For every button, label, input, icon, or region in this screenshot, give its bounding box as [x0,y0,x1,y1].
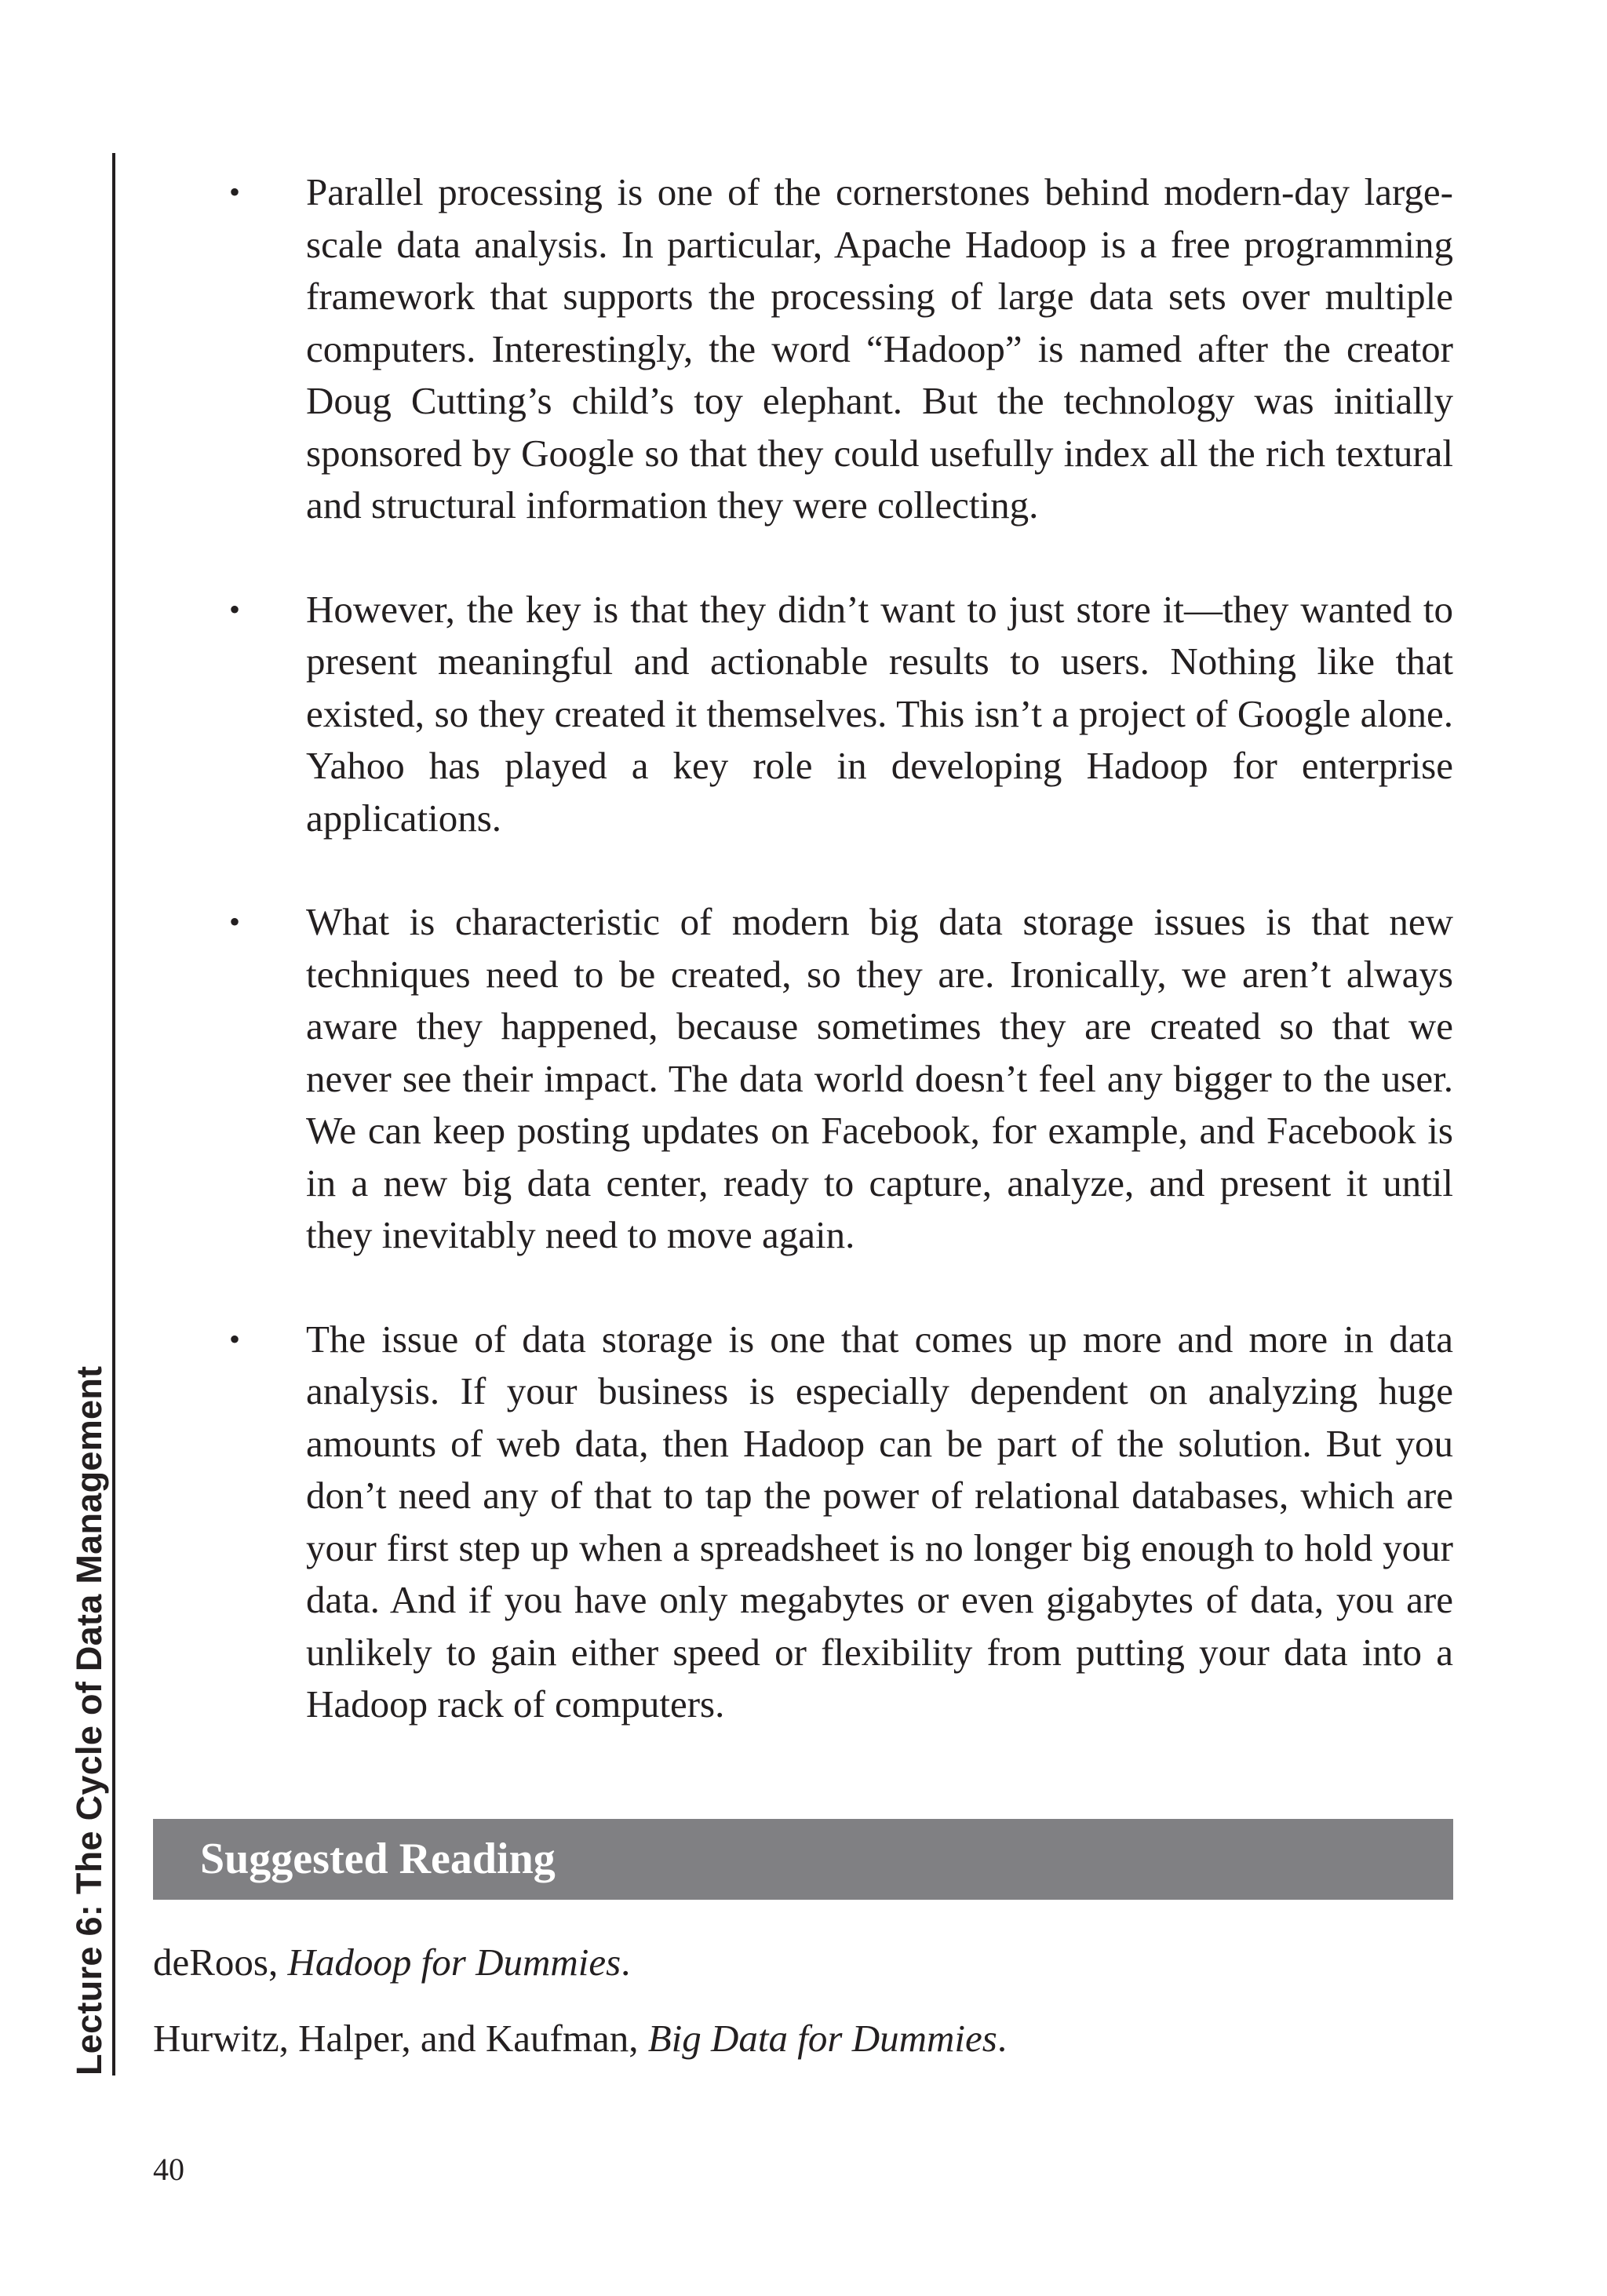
suggested-reading-header [153,1819,1453,1900]
bullet-item [229,1314,1453,1731]
bullet-text: However, the key is that they didn’t want to just store it—they wanted to present meaningful and actionable results to users. Nothing like that existed, so they created it themselves. This isn’t a project of Google alone. Yahoo has played a key role in developing Hadoop for enterprise applications. [306,587,1453,840]
reading-entry [153,2013,1453,2065]
bullet-item [229,584,1453,845]
bullet-text: The issue of data storage is one that comes up more and more in data analysis. If your business is especially dependent on analyzing huge amounts of web data, then Hadoop can be part of the solution. But you don’t need any of that to tap the power of relational databases, which are your first step up when a spreadsheet is no longer big enough to hold your data. And if you have only megabytes or even gigabytes of data, you are unlikely to gain either speed or flexibility from putting your data into a Hadoop rack of computers. [306,1317,1453,1726]
bullet-dot-icon: • [229,904,241,939]
bullet-dot-icon: • [229,174,241,210]
bullet-item [229,896,1453,1262]
bullet-text: Parallel processing is one of the cornerstones behind modern-day large-scale data analysis. In particular, Apache Hadoop is a free programming framework that supports the processing of large data sets over multiple computers. Interestingly, the word “Hadoop” is named after the creator Doug Cutting’s child’s toy elephant. But the technology was initially sponsored by Google so that they could usefully index all the rich textural and structural information they were collecting. [306,170,1453,527]
reading-entry [153,1937,1453,1988]
running-head-rule [112,153,115,2076]
bullet-dot-icon: • [229,591,241,627]
bullet-item [229,166,1453,532]
reading-authors: deRoos, [153,1941,288,1984]
reading-authors: Hurwitz, Halper, and Kaufman, [153,2017,648,2060]
reading-book-title: Big Data for Dummies [647,2017,997,2060]
reading-end-punct: . [621,1941,631,1984]
page-number: 40 [153,2152,184,2187]
running-head: Lecture 6: The Cycle of Data Management [69,1365,109,2076]
bullet-list [229,166,1453,1731]
bullet-dot-icon: • [229,1321,241,1357]
reading-book-title: Hadoop for Dummies [287,1941,621,1984]
suggested-reading-title: Suggested Reading [200,1835,556,1883]
reading-end-punct: . [997,2017,1008,2060]
main-content [229,166,1453,1783]
bullet-text: What is characteristic of modern big data storage issues is that new techniques need to be created, so they are. Ironically, we aren’t always aware they happened, because sometimes they are created so that we never see their impact. The data world doesn’t feel any bigger to the user. We can keep posting updates on Facebook, for example, and Facebook is in a new big data center, ready to capture, analyze, and present it until they inevitably need to move again. [306,900,1453,1256]
suggested-reading-list [153,1937,1453,2089]
